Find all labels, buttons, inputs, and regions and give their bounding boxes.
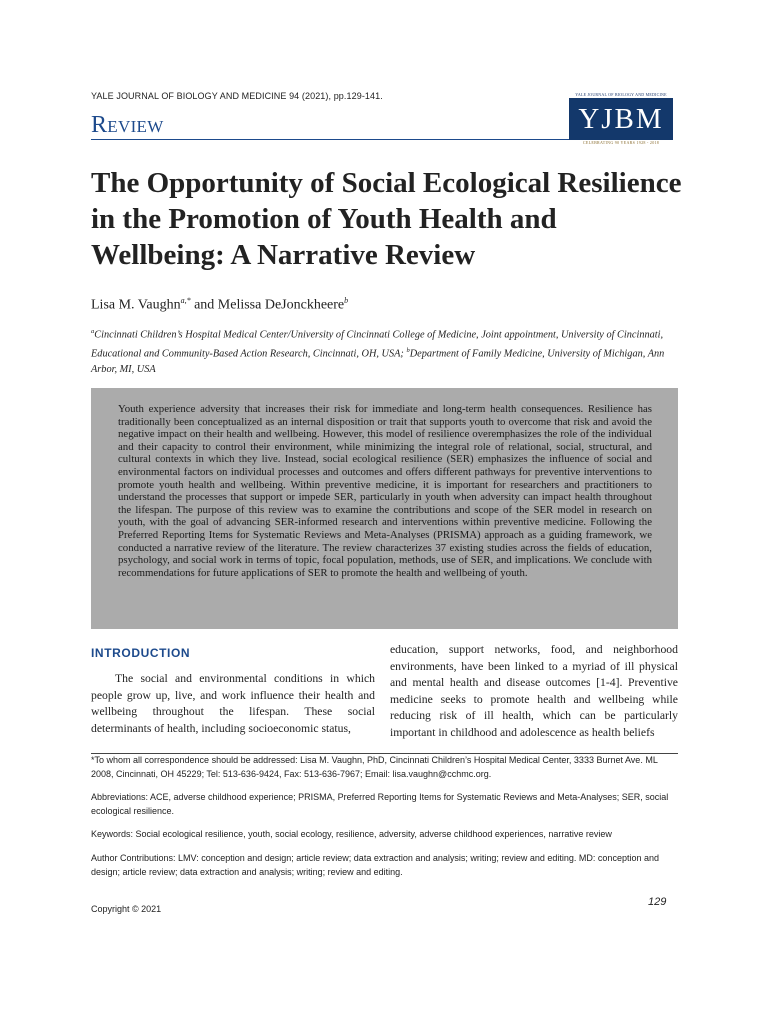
logo-bottom-text: CELEBRATING 90 YEARS 1928 - 2018 bbox=[582, 140, 660, 145]
section-label: Review bbox=[91, 112, 164, 138]
journal-logo bbox=[569, 92, 673, 146]
body-text-left-column: The social and environmental conditions in which people grow up, live, and work influence their health and wellbeing throughout the lifespan. These social determinants of health, including socioeconomic status, bbox=[91, 672, 375, 735]
author-joiner: and bbox=[190, 297, 218, 313]
abbreviations-footnote: Abbreviations: ACE, adverse childhood experience; PRISMA, Preferred Reporting Items for Systematic Reviews and Meta-Analyses; SER, social ecological resilience. bbox=[91, 792, 669, 816]
header-rule bbox=[91, 139, 571, 140]
copyright-notice: Copyright © 2021 bbox=[91, 904, 162, 914]
affiliations bbox=[91, 324, 681, 377]
abstract-box bbox=[91, 388, 678, 629]
author-name: Melissa DeJonckheere bbox=[217, 297, 345, 313]
keywords-footnote: Keywords: Social ecological resilience, youth, social ecology, resilience, adversity, adverse childhood experiences, narrative review bbox=[91, 829, 612, 839]
author-list bbox=[91, 296, 348, 314]
article-title: The Opportunity of Social Ecological Resilience in the Promotion of Youth Health and Wellbeing: A Narrative Review bbox=[91, 167, 682, 271]
correspondence-footnote: *To whom all correspondence should be addressed: Lisa M. Vaughn, PhD, Cincinnati Children’s Hospital Medical Center, 3333 Burnet Ave. ML 2008, Cincinnati, OH 45229; Tel: 513-636-9424, Fax: 513-636-7967; Email: lisa.vaughn@cchmc.org. bbox=[91, 755, 658, 779]
affiliation-text: Department of Family Medicine, University of Michigan, Ann Arbor, MI, USA bbox=[91, 348, 665, 375]
logo-mark bbox=[569, 98, 673, 140]
page-number: 129 bbox=[648, 896, 667, 908]
affiliation-marker: a bbox=[91, 328, 95, 335]
contributions-footnote: Author Contributions: LMV: conception and design; article review; data extraction and analysis; writing; review and editing. MD: conception and design; article review; data extraction and analysis; writing; review and editing. bbox=[91, 853, 659, 877]
affiliation-marker: b bbox=[406, 346, 410, 354]
body-text-right-column: education, support networks, food, and neighborhood environments, have been linked to a myriad of ill physical and mental health and disease outcomes [1-4]. Preventive medicine seeks to promote health and wellbeing while reducing risk of ill health, which can be particularly important in childhood and adolescence as health beliefs bbox=[390, 643, 678, 739]
logo-top-text: YALE JOURNAL OF BIOLOGY AND MEDICINE bbox=[575, 92, 667, 97]
author-superscript: a,* bbox=[180, 296, 191, 305]
logo-text: YJBM bbox=[578, 102, 664, 135]
section-heading: INTRODUCTION bbox=[91, 646, 191, 660]
abstract-text: Youth experience adversity that increases their risk for immediate and long-term health consequences. Resilience has traditionally been conceptualized as an internal disposition or trait that supports youth to overcome that risk and avoid the negative impact on their health and wellbeing. However, this model of resilience overemphasizes the role of the individual and their capacity to control their environment, while minimizing the integral role of relational, social, structural, and cultural contexts in which they live. Instead, social ecological resilience (SER) emphasizes the influence of social and environmental factors on individual processes and outcomes and offers different pathways for preventive interventions to promote youth health and wellbeing. Within preventive medicine, it is important for researchers and practitioners to understand the processes that support or impede SER, particularly in youth when adversity can impact health throughout the lifespan. The purpose of this review was to examine the contributions and scope of the SER model in research on youth, with the goal of advancing SER-informed research and interventions within preventive medicine. Following the Preferred Reporting Items for Systematic Reviews and Meta-Analyses (PRISMA) approach as a guiding framework, we conducted a narrative review of the literature. The review characterizes 37 existing studies across the fields of education, psychology, and social work in terms of topic, focal population, methods, use of SER, and implications. We conclude with recommendations for future applications of SER to promote the health and wellbeing of youth. bbox=[118, 403, 652, 579]
affiliation-text: Cincinnati Children’s Hospital Medical Center/University of Cincinnati College of Medicine, Joint appointment, University of Cincinnati, Educational and Community-Based Action Research, Cincinnati, OH, USA; bbox=[91, 329, 664, 360]
author-superscript: b bbox=[344, 296, 349, 305]
journal-citation: YALE JOURNAL OF BIOLOGY AND MEDICINE 94 (2021), pp.129-141. bbox=[91, 91, 383, 101]
author-name: Lisa M. Vaughn bbox=[91, 297, 181, 313]
